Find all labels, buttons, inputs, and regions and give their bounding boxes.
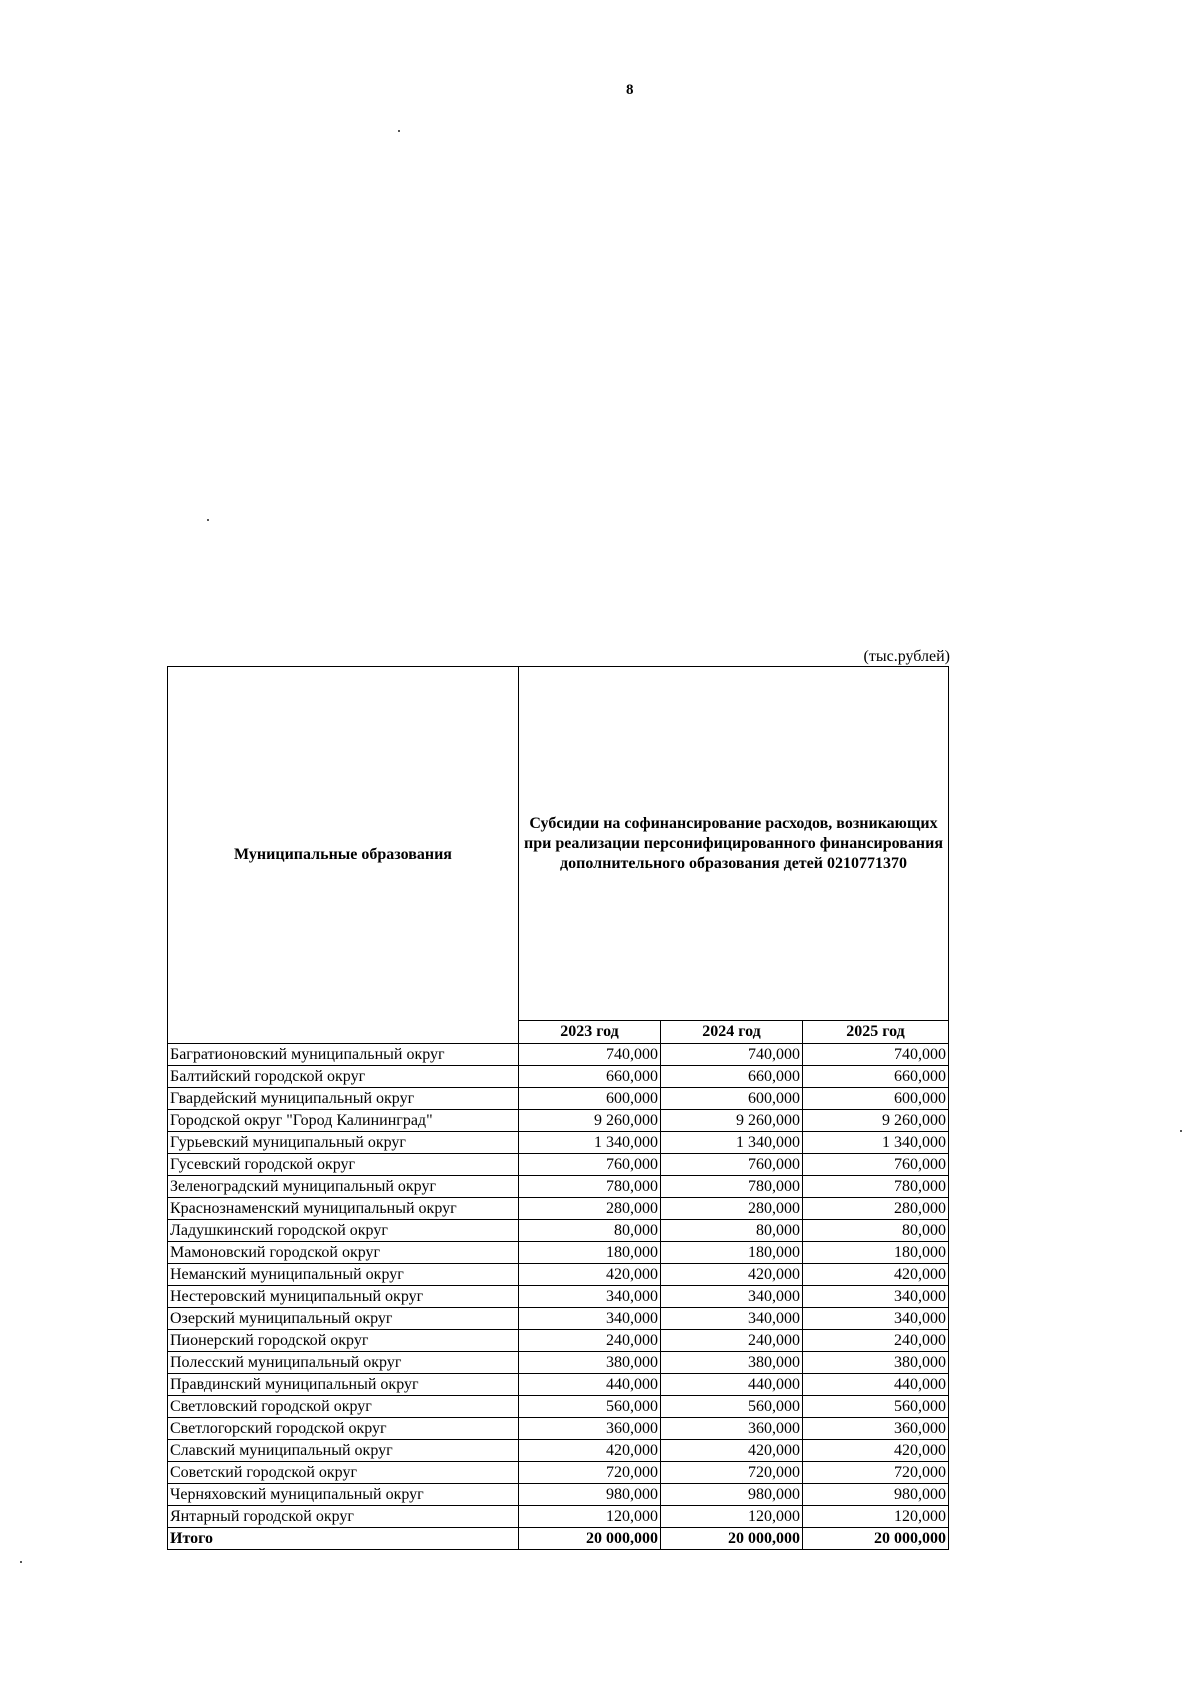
total-2025: 20 000,000 <box>803 1528 949 1550</box>
municipality-name: Ладушкинский городской округ <box>168 1220 519 1242</box>
subsidy-table <box>167 666 949 1550</box>
value-2023: 600,000 <box>519 1088 661 1110</box>
table-row <box>168 1198 949 1220</box>
value-2024: 9 260,000 <box>661 1110 803 1132</box>
value-2024: 280,000 <box>661 1198 803 1220</box>
total-row <box>168 1528 949 1550</box>
value-2023: 760,000 <box>519 1154 661 1176</box>
table-row <box>168 1264 949 1286</box>
value-2024: 340,000 <box>661 1308 803 1330</box>
table-row <box>168 1286 949 1308</box>
value-2025: 180,000 <box>803 1242 949 1264</box>
header-municipal: Муниципальные образования <box>168 667 519 1044</box>
table-row <box>168 1330 949 1352</box>
table-row <box>168 1220 949 1242</box>
municipality-name: Нестеровский муниципальный округ <box>168 1286 519 1308</box>
table-row <box>168 1088 949 1110</box>
municipality-name: Правдинский муниципальный округ <box>168 1374 519 1396</box>
value-2025: 340,000 <box>803 1286 949 1308</box>
table-row <box>168 1484 949 1506</box>
table-row <box>168 1154 949 1176</box>
table-row <box>168 1374 949 1396</box>
year-header-2023: 2023 год <box>519 1021 661 1044</box>
municipality-name: Гусевский городской округ <box>168 1154 519 1176</box>
table-row <box>168 1044 949 1066</box>
value-2025: 1 340,000 <box>803 1132 949 1154</box>
table-body <box>168 1044 949 1528</box>
value-2024: 1 340,000 <box>661 1132 803 1154</box>
value-2023: 340,000 <box>519 1286 661 1308</box>
municipality-name: Городской округ "Город Калининград" <box>168 1110 519 1132</box>
value-2023: 420,000 <box>519 1440 661 1462</box>
value-2025: 780,000 <box>803 1176 949 1198</box>
value-2023: 280,000 <box>519 1198 661 1220</box>
scan-speck <box>207 519 209 521</box>
table-row <box>168 1462 949 1484</box>
value-2025: 740,000 <box>803 1044 949 1066</box>
value-2023: 360,000 <box>519 1418 661 1440</box>
table-row <box>168 1066 949 1088</box>
value-2024: 740,000 <box>661 1044 803 1066</box>
value-2025: 980,000 <box>803 1484 949 1506</box>
value-2024: 440,000 <box>661 1374 803 1396</box>
value-2024: 120,000 <box>661 1506 803 1528</box>
value-2025: 600,000 <box>803 1088 949 1110</box>
value-2025: 240,000 <box>803 1330 949 1352</box>
value-2024: 420,000 <box>661 1264 803 1286</box>
value-2025: 660,000 <box>803 1066 949 1088</box>
value-2023: 780,000 <box>519 1176 661 1198</box>
table-row <box>168 1176 949 1198</box>
value-2023: 380,000 <box>519 1352 661 1374</box>
value-2024: 380,000 <box>661 1352 803 1374</box>
municipality-name: Краснознаменский муниципальный округ <box>168 1198 519 1220</box>
municipality-name: Янтарный городской округ <box>168 1506 519 1528</box>
value-2025: 420,000 <box>803 1264 949 1286</box>
value-2024: 780,000 <box>661 1176 803 1198</box>
value-2025: 80,000 <box>803 1220 949 1242</box>
value-2024: 420,000 <box>661 1440 803 1462</box>
table-row <box>168 1132 949 1154</box>
municipality-name: Зеленоградский муниципальный округ <box>168 1176 519 1198</box>
value-2025: 120,000 <box>803 1506 949 1528</box>
total-2023: 20 000,000 <box>519 1528 661 1550</box>
value-2025: 760,000 <box>803 1154 949 1176</box>
total-2024: 20 000,000 <box>661 1528 803 1550</box>
value-2024: 720,000 <box>661 1462 803 1484</box>
page-number: 8 <box>626 82 634 98</box>
value-2024: 600,000 <box>661 1088 803 1110</box>
municipality-name: Полесский муниципальный округ <box>168 1352 519 1374</box>
municipality-name: Гвардейский муниципальный округ <box>168 1088 519 1110</box>
year-header-2024: 2024 год <box>661 1021 803 1044</box>
value-2023: 340,000 <box>519 1308 661 1330</box>
value-2023: 740,000 <box>519 1044 661 1066</box>
municipality-name: Черняховский муниципальный округ <box>168 1484 519 1506</box>
header-subsidy: Субсидии на софинансирование расходов, возникающих при реализации персонифицированного финансирования дополнительного образования детей 0210771370 <box>519 667 949 1021</box>
value-2024: 340,000 <box>661 1286 803 1308</box>
value-2024: 240,000 <box>661 1330 803 1352</box>
value-2024: 760,000 <box>661 1154 803 1176</box>
table-row <box>168 1418 949 1440</box>
municipality-name: Славский муниципальный округ <box>168 1440 519 1462</box>
year-header-2025: 2025 год <box>803 1021 949 1044</box>
value-2025: 380,000 <box>803 1352 949 1374</box>
table-row <box>168 1440 949 1462</box>
value-2023: 180,000 <box>519 1242 661 1264</box>
value-2025: 560,000 <box>803 1396 949 1418</box>
units-label: (тыс.рублей) <box>863 648 950 665</box>
value-2023: 420,000 <box>519 1264 661 1286</box>
value-2023: 660,000 <box>519 1066 661 1088</box>
municipality-name: Мамоновский городской округ <box>168 1242 519 1264</box>
municipality-name: Неманский муниципальный округ <box>168 1264 519 1286</box>
value-2024: 980,000 <box>661 1484 803 1506</box>
value-2025: 440,000 <box>803 1374 949 1396</box>
value-2024: 80,000 <box>661 1220 803 1242</box>
value-2025: 9 260,000 <box>803 1110 949 1132</box>
value-2023: 240,000 <box>519 1330 661 1352</box>
value-2025: 720,000 <box>803 1462 949 1484</box>
municipality-name: Балтийский городской округ <box>168 1066 519 1088</box>
value-2025: 280,000 <box>803 1198 949 1220</box>
value-2024: 560,000 <box>661 1396 803 1418</box>
value-2023: 1 340,000 <box>519 1132 661 1154</box>
municipality-name: Озерский муниципальный округ <box>168 1308 519 1330</box>
value-2024: 660,000 <box>661 1066 803 1088</box>
table-row <box>168 1352 949 1374</box>
value-2025: 420,000 <box>803 1440 949 1462</box>
scan-speck <box>20 1561 22 1563</box>
municipality-name: Советский городской округ <box>168 1462 519 1484</box>
table-row <box>168 1308 949 1330</box>
table-row <box>168 1506 949 1528</box>
value-2025: 360,000 <box>803 1418 949 1440</box>
value-2023: 120,000 <box>519 1506 661 1528</box>
value-2023: 560,000 <box>519 1396 661 1418</box>
table-row <box>168 1396 949 1418</box>
value-2024: 360,000 <box>661 1418 803 1440</box>
value-2024: 180,000 <box>661 1242 803 1264</box>
municipality-name: Пионерский городской округ <box>168 1330 519 1352</box>
table-row <box>168 1110 949 1132</box>
value-2023: 9 260,000 <box>519 1110 661 1132</box>
value-2023: 980,000 <box>519 1484 661 1506</box>
municipality-name: Гурьевский муниципальный округ <box>168 1132 519 1154</box>
total-label: Итого <box>168 1528 519 1550</box>
value-2023: 80,000 <box>519 1220 661 1242</box>
scan-speck <box>1180 1130 1182 1132</box>
value-2025: 340,000 <box>803 1308 949 1330</box>
municipality-name: Багратионовский муниципальный округ <box>168 1044 519 1066</box>
table-row <box>168 1242 949 1264</box>
scan-speck <box>398 130 400 132</box>
value-2023: 440,000 <box>519 1374 661 1396</box>
municipality-name: Светлогорский городской округ <box>168 1418 519 1440</box>
municipality-name: Светловский городской округ <box>168 1396 519 1418</box>
value-2023: 720,000 <box>519 1462 661 1484</box>
